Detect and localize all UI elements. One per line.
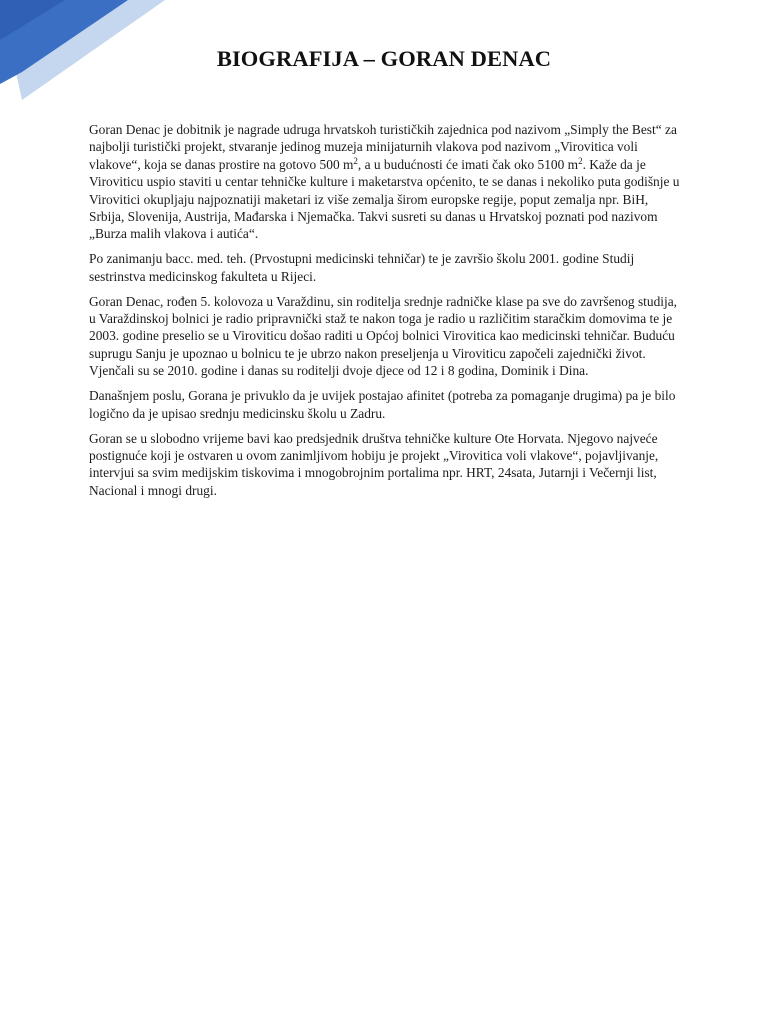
document-body (89, 121, 681, 507)
paragraph-award (89, 121, 681, 243)
paragraph-motivation: Današnjem poslu, Gorana je privuklo da je uvijek postajao afinitet (potreba za pomaganje drugima) pa je bilo logično da je upisao srednju medicinsku školu u Zadru. (89, 388, 676, 421)
square-meter-superscript: 2 (353, 155, 358, 166)
paragraph-education: Po zanimanju bacc. med. teh. (Prvostupni medicinski tehničar) te je završio školu 2001. godine Studij sestrinstva medicinskog fakulteta u Rijeci. (89, 251, 635, 284)
square-meter-superscript: 2 (578, 155, 583, 166)
paragraph-award-part3: . Kaže da je Viroviticu uspio staviti u centar tehničke kulture i maketarstva općenito, te se danas i nekoliko puta godišnje u Virovitici okupljaju najpoznatiji maketari iz više zemalja širom europske regije, poput zemalja npr. BiH, Srbija, Slovenija, Austrija, Mađarska i Njemačka. Takvi susreti su danas u Hrvatskoj poznati pod nazivom „Burza malih vlakova i autića“. (89, 156, 680, 242)
paragraph-hobby: Goran se u slobodno vrijeme bavi kao predsjednik društva tehničke kulture Ote Horvata. Njegovo najveće postignuće koji je ostvaren u ovom zanimljivom hobiju je projekt „Virovitica voli vlakove“, pojavljivanje, intervjui sa svim medijskim tiskovima i mnogobrojnim portalima npr. HRT, 24sata, Jutarnji i Večernji list, Nacional i mnogi drugi. (89, 430, 659, 498)
paragraph-award-part2: , a u budućnosti će imati čak oko 5100 m (357, 156, 579, 172)
page-title: BIOGRAFIJA – GORAN DENAC (216, 46, 552, 71)
paragraph-award-part1: Goran Denac je dobitnik je nagrade udruga hrvatskoh turističkih zajednica pod nazivom „Simply the Best“ za najbolji turistički projekt, stvaranje jedinog muzeja minijaturnih vlakova pod nazivom „Virovitica voli vlakove“, koja se danas prostire na gotovo 500 m (89, 122, 677, 172)
paragraph-life: Goran Denac, rođen 5. kolovoza u Varaždinu, sin roditelja srednje radničke klase pa sve do završenog studija, u Varaždinskoj bolnici je radio pripravnički staž te nakon toga je radio u različitim staračkim domovima te je 2003. godine preselio se u Viroviticu došao raditi u Općoj bolnici Virovitica kao medicinski tehničar. Buduću suprugu Sanju je upoznao u bolnicu te je ubrzo nakon preseljenja u Viroviticu započeli zajednički život. Vjenčali su se 2010. godine i danas su roditelji dvoje djece od 12 i 8 godina, Dominik i Dina. (89, 293, 678, 379)
